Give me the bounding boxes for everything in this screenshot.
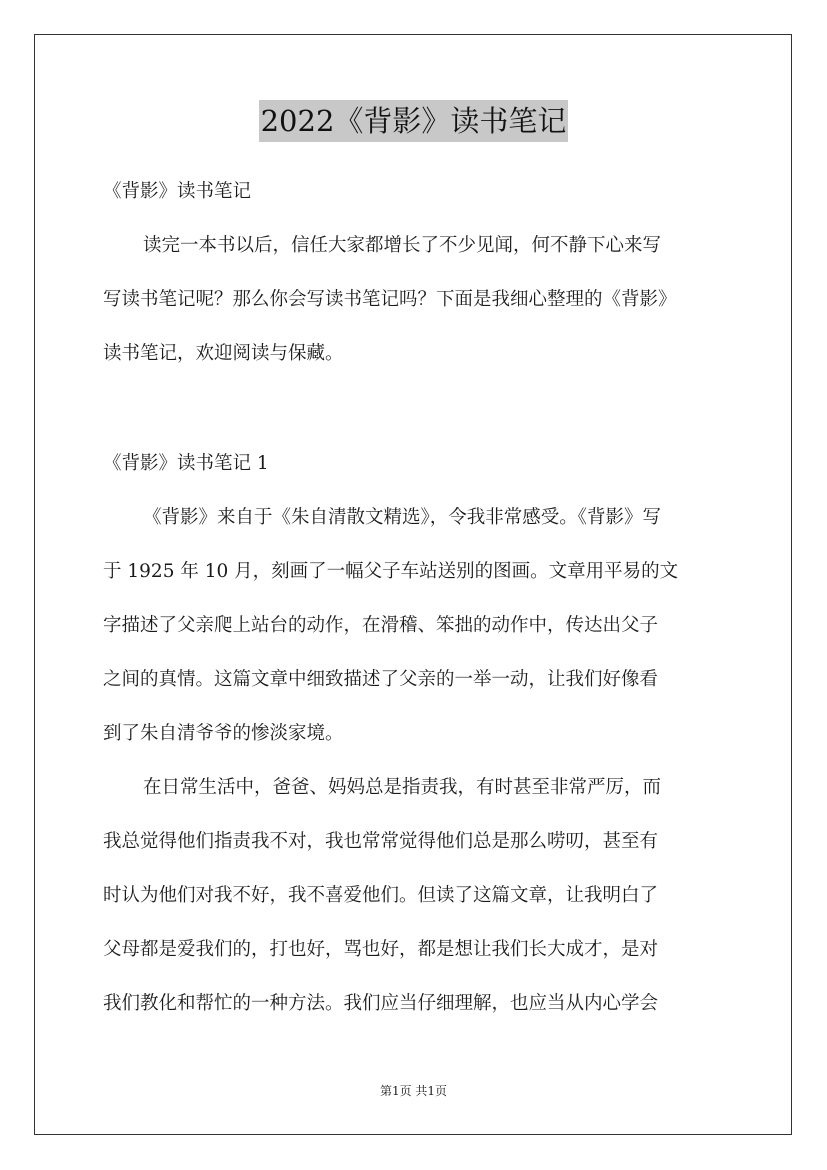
section-title: 《背影》读书笔记 1 xyxy=(103,453,269,474)
paragraph-line: 父母都是爱我们的，打也好，骂也好，都是想让我们长大成才，是对 xyxy=(103,939,659,960)
section-heading-block xyxy=(103,437,743,491)
paragraph-line: 到了朱自清爷爷的惨淡家境。 xyxy=(103,723,344,744)
page-footer: 第1页 共1页 xyxy=(379,1084,448,1098)
subtitle-block xyxy=(103,165,743,219)
paragraph-line: 读完一本书以后，信任大家都增长了不少见闻，何不静下心来写 xyxy=(143,235,662,256)
document-title: 2022《背影》读书笔记 xyxy=(259,100,569,142)
paragraph-line: 于 1925 年 10 月，刻画了一幅父子车站送别的图画。文章用平易的文 xyxy=(103,561,679,582)
paragraph-line: 写读书笔记呢？那么你会写读书笔记吗？下面是我细心整理的《背影》 xyxy=(103,289,677,310)
paragraph-line: 读书笔记，欢迎阅读与保藏。 xyxy=(103,343,344,364)
paragraph-1 xyxy=(103,491,743,761)
paragraph-line: 在日常生活中，爸爸、妈妈总是指责我，有时甚至非常严厉，而 xyxy=(143,777,662,798)
paragraph-line: 我们教化和帮忙的一种方法。我们应当仔细理解，也应当从内心学会 xyxy=(103,993,659,1014)
paragraph-line: 字描述了父亲爬上站台的动作，在滑稽、笨拙的动作中，传达出父子 xyxy=(103,615,659,636)
paragraph-line: 我总觉得他们指责我不对，我也常常觉得他们总是那么唠叨，甚至有 xyxy=(103,831,659,852)
intro-paragraph xyxy=(103,219,743,381)
paragraph-line: 时认为他们对我不好，我不喜爱他们。但读了这篇文章，让我明白了 xyxy=(103,885,659,906)
title-container xyxy=(0,100,827,142)
paragraph-line: 《背影》来自于《朱自清散文精选》，令我非常感受。《背影》写 xyxy=(143,507,662,528)
document-subtitle: 《背影》读书笔记 xyxy=(103,181,252,202)
paragraph-line: 之间的真情。这篇文章中细致描述了父亲的一举一动，让我们好像看 xyxy=(103,669,659,690)
paragraph-2 xyxy=(103,761,743,1031)
